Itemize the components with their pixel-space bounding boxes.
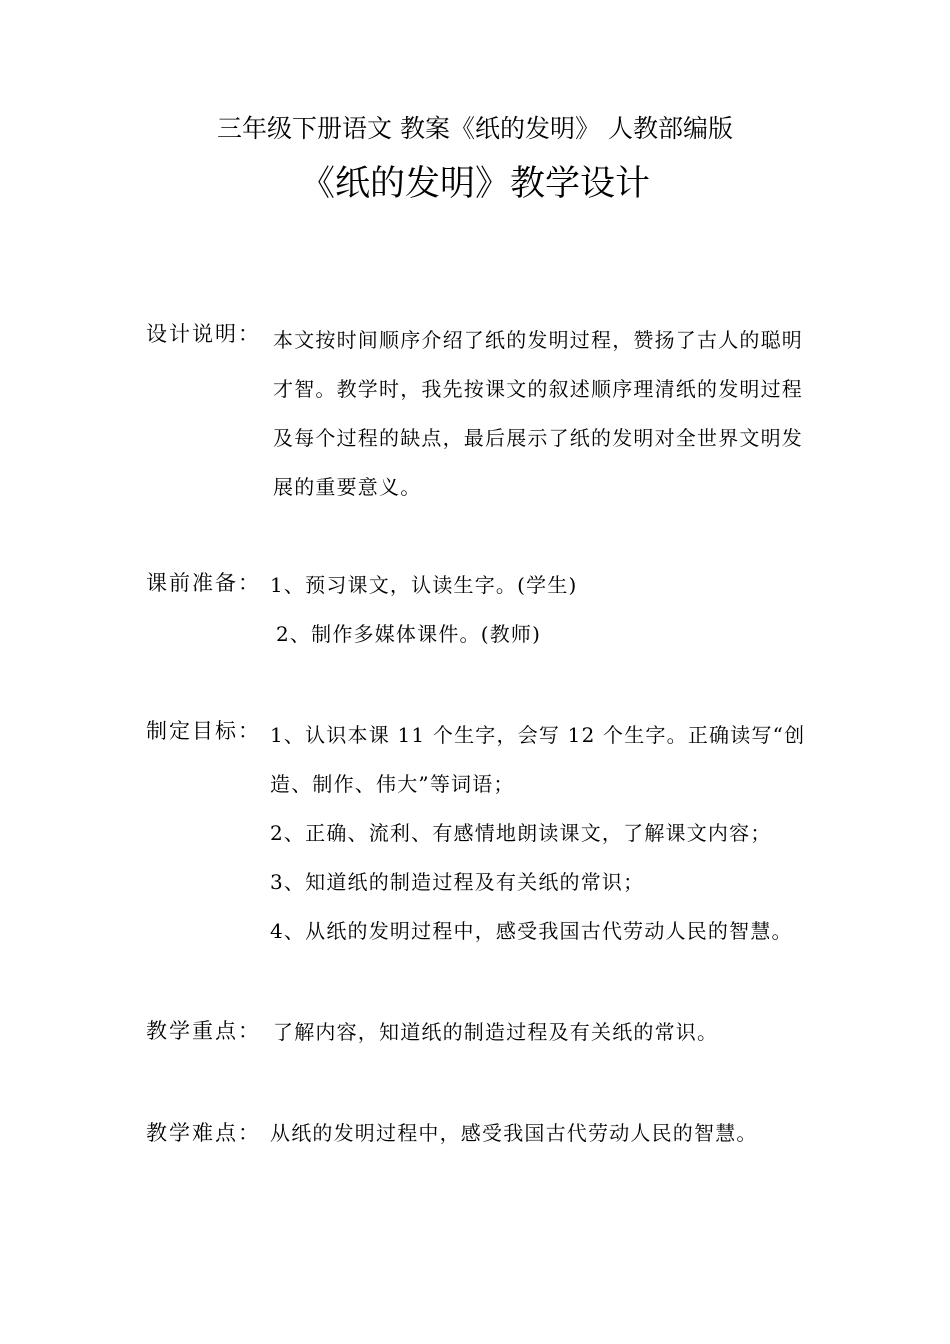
- list-item: 1、预习课文，认读生字。(学生): [270, 573, 578, 597]
- list-item: 2、制作多媒体课件。(教师): [276, 622, 542, 646]
- section-text: 从纸的发明过程中，感受我国古代劳动人民的智慧。: [270, 1121, 758, 1145]
- section-label: 教学重点：: [146, 1019, 261, 1043]
- section-label: 课前准备：: [146, 571, 261, 595]
- document-subtitle: 三年级下册语文 教案《纸的发明》 人教部编版: [217, 114, 733, 143]
- section-list: [270, 711, 830, 956]
- section-text: 了解内容，知道纸的制造过程及有关纸的常识。: [273, 1020, 719, 1044]
- section-label: 设计说明：: [146, 322, 261, 346]
- list-item: 4、从纸的发明过程中，感受我国古代劳动人民的智慧。: [270, 919, 793, 943]
- section-label: 教学难点：: [146, 1121, 261, 1145]
- section-list: [270, 561, 820, 659]
- list-item: 1、认识本课 11 个生字，会写 12 个生字。正确读写“创造、制作、伟大”等词语；: [270, 723, 806, 796]
- section-label: 制定目标：: [146, 719, 261, 743]
- section-text: 本文按时间顺序介绍了纸的发明过程，赞扬了古人的聪明才智。教学时，我先按课文的叙述顺序理清纸的发明过程及每个过程的缺点，最后展示了纸的发明对全世界文明发展的重要意义。: [273, 328, 803, 499]
- list-item: 3、知道纸的制造过程及有关纸的常识；: [270, 870, 645, 894]
- document-title: 《纸的发明》教学设计: [299, 164, 650, 204]
- list-item: 2、正确、流利、有感情地朗读课文，了解课文内容；: [270, 821, 772, 845]
